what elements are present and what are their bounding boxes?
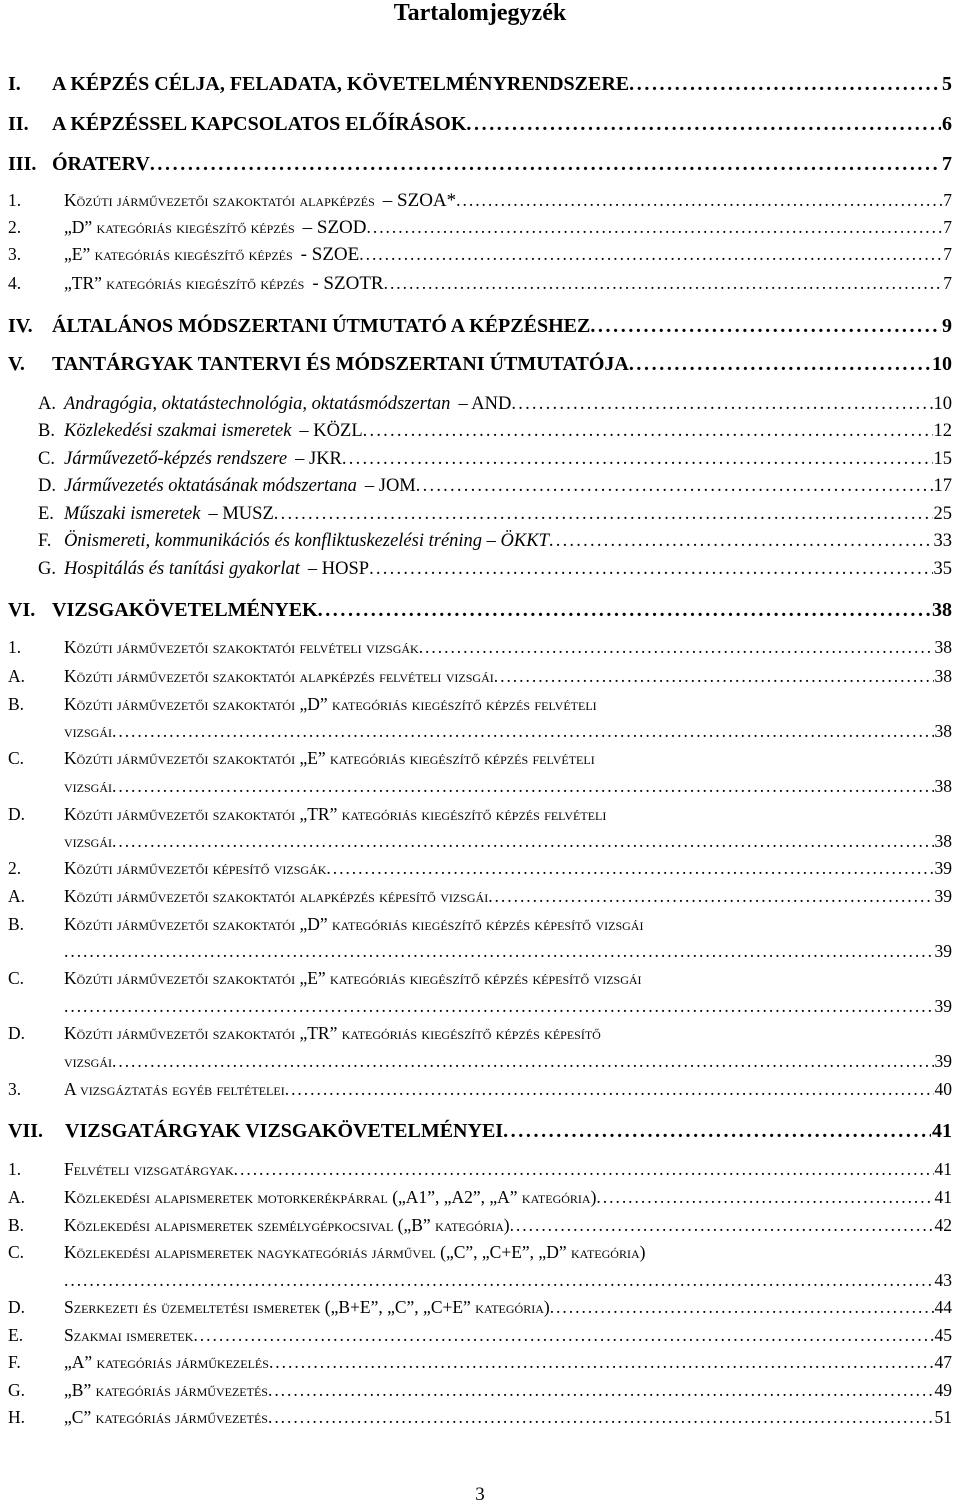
toc-entry[interactable] xyxy=(8,1157,952,1181)
toc-entry[interactable] xyxy=(8,692,952,716)
toc-entry-page: 51 xyxy=(934,1407,952,1427)
dot-leader xyxy=(629,350,931,378)
dot-leader xyxy=(150,150,941,178)
toc-entry-number: IV. xyxy=(8,315,33,337)
page-title: Tartalomjegyzék xyxy=(393,0,567,26)
toc-entry-page: 7 xyxy=(943,190,952,210)
dot-leader xyxy=(511,392,932,416)
toc-entry-continuation[interactable] xyxy=(64,994,952,1018)
toc-entry-number: B. xyxy=(38,421,55,441)
toc-entry-title: Felvételi vizsgatárgyak xyxy=(64,1159,234,1179)
toc-entry-page: 17 xyxy=(933,476,952,496)
toc-entry-page: 15 xyxy=(933,449,952,469)
dot-leader xyxy=(193,1323,933,1347)
toc-entry-title: Közúti járművezetői szakoktatói „E” kategóriás kiegészítő képzés képesítő vizsgái xyxy=(64,968,642,988)
dot-leader xyxy=(456,188,942,212)
toc-entry-page: 35 xyxy=(933,559,952,579)
toc-entry[interactable] xyxy=(38,474,952,498)
dot-leader xyxy=(64,939,934,963)
toc-entry[interactable] xyxy=(8,242,952,267)
toc-entry-page: 41 xyxy=(934,1159,952,1179)
toc-entry-title: Közúti járművezetői szakoktatói „TR” kategóriás kiegészítő képzés képesítő xyxy=(64,1023,601,1043)
toc-entry[interactable] xyxy=(38,502,952,526)
toc-entry-title: Szerkezeti és üzemeltetési ismeretek („B+E”, „C”, „C+E” kategória) xyxy=(64,1297,550,1317)
toc-entry-page: 40 xyxy=(934,1079,952,1099)
dot-leader xyxy=(112,1049,934,1073)
toc-entry-code: – JOM xyxy=(364,476,416,496)
toc-entry-title: „B” kategóriás járművezetés xyxy=(64,1380,268,1400)
toc-entry-title: A KÉPZÉS CÉLJA, FELADATA, KÖVETELMÉNYRENDSZERE xyxy=(52,73,630,95)
toc-entry-title: Közúti járművezetői szakoktatói „E” kategóriás kiegészítő képzés felvételi xyxy=(64,748,595,768)
toc-entry-number: 2. xyxy=(8,858,22,878)
toc-entry-code: – MUSZ xyxy=(208,504,274,524)
toc-entry-number: A. xyxy=(38,394,56,414)
toc-entry-title: Andragógia, oktatástechnológia, oktatásmódszertan xyxy=(64,394,451,414)
dot-leader xyxy=(268,1378,934,1402)
toc-entry[interactable] xyxy=(8,1117,952,1145)
page-number: 3 xyxy=(475,1484,485,1505)
toc-entry-number: A. xyxy=(8,886,26,906)
dot-leader xyxy=(494,664,934,688)
toc-entry[interactable] xyxy=(8,312,952,340)
toc-entry-title: Közúti járművezetői szakoktatói alapképzés felvételi vizsgái xyxy=(64,666,494,686)
toc-entry-title: ÓRATERV xyxy=(52,153,150,175)
toc-entry-code: - SZOTR xyxy=(312,273,384,294)
dot-leader xyxy=(503,1117,931,1145)
toc-entry[interactable] xyxy=(8,596,952,624)
toc-entry[interactable] xyxy=(38,419,952,443)
toc-entry-number: 3. xyxy=(8,244,22,264)
toc-entry-continuation[interactable] xyxy=(64,719,952,743)
toc-entry-page: 5 xyxy=(942,73,952,95)
toc-entry-number: I. xyxy=(8,73,21,95)
dot-leader xyxy=(363,419,933,443)
toc-entry-page: 6 xyxy=(942,113,952,135)
toc-entry-title: Műszaki ismeretek xyxy=(64,504,201,524)
toc-entry-number: V. xyxy=(8,353,25,375)
toc-entry[interactable] xyxy=(8,1323,952,1347)
toc-entry-code: – HOSP xyxy=(307,559,370,579)
toc-entry-page: 38 xyxy=(934,666,952,686)
toc-entry-title: A KÉPZÉSSEL KAPCSOLATOS ELŐÍRÁSOK xyxy=(52,113,467,135)
toc-entry-title: Közlekedési alapismeretek személygépkocsival („B” kategória) xyxy=(64,1215,510,1235)
toc-entry-page: 38 xyxy=(934,831,952,851)
toc-entry-number: G. xyxy=(38,559,56,579)
toc-entry[interactable] xyxy=(8,966,952,990)
toc-entry[interactable] xyxy=(8,188,952,213)
toc-entry[interactable] xyxy=(8,802,952,826)
toc-entry-title: Közúti járművezetői szakoktatói „TR” kategóriás kiegészítő képzés felvételi xyxy=(64,804,607,824)
toc-entry-number: VI. xyxy=(8,599,36,621)
toc-entry[interactable] xyxy=(8,856,952,880)
toc-entry-page: 7 xyxy=(943,244,952,264)
dot-leader xyxy=(274,502,933,526)
dot-leader xyxy=(269,1350,934,1374)
toc-entry-code: – JKR xyxy=(295,449,342,469)
toc-entry-page: 42 xyxy=(934,1215,952,1235)
toc-entry[interactable] xyxy=(8,1077,952,1101)
toc-entry-title: Közúti járművezetői szakoktatói alapképzés képesítő vizsgái xyxy=(64,886,489,906)
toc-entry-title: Közúti járművezetői szakoktatói felvételi vizsgák xyxy=(64,637,419,657)
toc-entry-title: vizsgái xyxy=(64,831,112,851)
dot-leader xyxy=(234,1157,934,1181)
toc-entry[interactable] xyxy=(8,1021,952,1045)
dot-leader xyxy=(64,1268,934,1292)
toc-entry-number: 1. xyxy=(8,190,22,210)
dot-leader xyxy=(112,719,934,743)
toc-entry-number: 4. xyxy=(8,273,22,293)
toc-entry-page: 10 xyxy=(933,394,952,414)
toc-entry-page: 9 xyxy=(942,315,952,337)
dot-leader xyxy=(112,829,934,853)
toc-entry-number: B. xyxy=(8,694,25,714)
toc-entry-title: Járművezetés oktatásának módszertana xyxy=(64,476,357,496)
dot-leader xyxy=(596,1185,933,1209)
toc-entry-code: – SZOD xyxy=(302,217,367,238)
toc-entry[interactable] xyxy=(8,1240,952,1264)
toc-entry-number: B. xyxy=(8,914,25,934)
toc-entry-title: Közlekedési alapismeretek nagykategóriás járművel („C”, „C+E”, „D” kategória) xyxy=(64,1242,646,1262)
toc-entry[interactable] xyxy=(8,1185,952,1209)
toc-entry[interactable] xyxy=(8,215,952,240)
dot-leader xyxy=(342,447,933,471)
toc-entry-number: C. xyxy=(38,449,55,469)
toc-entry-page: 41 xyxy=(932,1120,952,1142)
toc-entry-page: 38 xyxy=(934,637,952,657)
toc-entry-title: „C” kategóriás járművezetés xyxy=(64,1407,268,1427)
dot-leader xyxy=(268,1405,934,1429)
toc-entry[interactable] xyxy=(8,1213,952,1237)
toc-entry-title: „E” kategóriás kiegészítő képzés xyxy=(64,244,293,264)
toc-entry-number: E. xyxy=(8,1325,24,1345)
toc-entry-title: „D” kategóriás kiegészítő képzés xyxy=(64,217,295,237)
dot-leader xyxy=(64,994,934,1018)
dot-leader xyxy=(326,856,933,880)
toc-entry[interactable] xyxy=(8,912,952,936)
toc-entry[interactable] xyxy=(8,150,952,178)
toc-entry-number: H. xyxy=(8,1407,26,1427)
toc-entry-continuation[interactable] xyxy=(64,939,952,963)
toc-entry-page: 39 xyxy=(934,1051,952,1071)
toc-entry-title: VIZSGATÁRGYAK VIZSGAKÖVETELMÉNYEI xyxy=(65,1120,504,1142)
toc-entry[interactable] xyxy=(8,1405,952,1429)
dot-leader xyxy=(369,557,932,581)
toc-entry-page: 25 xyxy=(933,504,952,524)
toc-entry-title: TANTÁRGYAK TANTERVI ÉS MÓDSZERTANI ÚTMUTATÓJA xyxy=(52,353,629,375)
toc-entry-title: vizsgái xyxy=(64,776,112,796)
toc-entry-title: Hospitálás és tanítási gyakorlat xyxy=(64,559,300,579)
dot-leader xyxy=(359,242,942,266)
dot-leader xyxy=(488,884,933,908)
toc-entry-title: VIZSGAKÖVETELMÉNYEK xyxy=(52,599,318,621)
toc-entry-title: ÁLTALÁNOS MÓDSZERTANI ÚTMUTATÓ A KÉPZÉSHEZ xyxy=(52,315,591,337)
toc-entry-page: 7 xyxy=(943,273,952,293)
toc-entry-title: Közlekedési alapismeretek motorkerékpárral („A1”, „A2”, „A” kategória) xyxy=(64,1187,597,1207)
dot-leader xyxy=(510,1213,934,1237)
toc-entry-title: A vizsgáztatás egyéb feltételei xyxy=(64,1079,285,1099)
toc-entry-page: 39 xyxy=(934,858,952,878)
toc-entry-title: vizsgái xyxy=(64,721,112,741)
toc-entry-page: 38 xyxy=(934,721,952,741)
toc-entry-continuation[interactable] xyxy=(64,1268,952,1292)
toc-entry-page: 12 xyxy=(933,421,952,441)
toc-entry-number: E. xyxy=(38,504,54,524)
toc-entry-page: 45 xyxy=(934,1325,952,1345)
toc-entry-title: Közúti járművezetői szakoktatói „D” kategóriás kiegészítő képzés képesítő vizsgái xyxy=(64,914,644,934)
toc-entry[interactable] xyxy=(8,635,952,659)
toc-entry-page: 38 xyxy=(934,776,952,796)
toc-entry[interactable] xyxy=(8,884,952,908)
toc-entry-number: C. xyxy=(8,748,25,768)
toc-entry-title: Önismereti, kommunikációs és konfliktuskezelési tréning – ÖKKT xyxy=(64,531,549,551)
toc-entry-page: 47 xyxy=(934,1352,952,1372)
toc-entry-title: Közúti járművezetői szakoktatói „D” kategóriás kiegészítő képzés felvételi xyxy=(64,694,597,714)
toc-entry[interactable] xyxy=(8,110,952,138)
toc-entry-continuation[interactable] xyxy=(64,829,952,853)
dot-leader xyxy=(318,596,931,624)
toc-entry-number: B. xyxy=(8,1215,25,1235)
toc-entry-continuation[interactable] xyxy=(64,1049,952,1073)
toc-entry[interactable] xyxy=(8,1295,952,1319)
toc-entry[interactable] xyxy=(8,746,952,770)
toc-entry-title: Járművezető-képzés rendszere xyxy=(64,449,288,469)
toc-entry-code: – AND xyxy=(458,394,512,414)
toc-entry-title: „A” kategóriás járműkezelés xyxy=(64,1352,269,1372)
toc-entry-title: „TR” kategóriás kiegészítő képzés xyxy=(64,273,305,293)
toc-entry-page: 43 xyxy=(934,1270,952,1290)
toc-entry-number: C. xyxy=(8,968,25,988)
toc-entry-number: 2. xyxy=(8,217,22,237)
toc-entry[interactable] xyxy=(8,1350,952,1374)
dot-leader xyxy=(466,110,941,138)
toc-entry-number: A. xyxy=(8,1187,26,1207)
dot-leader xyxy=(285,1077,934,1101)
toc-entry[interactable] xyxy=(8,350,952,378)
toc-entry-title: Közúti járművezetői képesítő vizsgák xyxy=(64,858,327,878)
toc-entry[interactable] xyxy=(8,271,952,296)
toc-entry-number: 1. xyxy=(8,637,22,657)
toc-entry-page: 7 xyxy=(942,153,952,175)
toc-entry-number: F. xyxy=(38,531,52,551)
toc-entry-number: C. xyxy=(8,1242,25,1262)
toc-entry-page: 41 xyxy=(934,1187,952,1207)
toc-entry-number: VII. xyxy=(8,1120,44,1142)
toc-entry-code: – SZOA* xyxy=(382,190,457,211)
toc-entry-number: D. xyxy=(38,476,56,496)
toc-entry-title: Szakmai ismeretek xyxy=(64,1325,194,1345)
toc-entry-page: 33 xyxy=(933,531,952,551)
toc-entry-number: 3. xyxy=(8,1079,22,1099)
toc-entry-page: 39 xyxy=(934,941,952,961)
toc-entry[interactable] xyxy=(38,447,952,471)
toc-entry-number: 1. xyxy=(8,1159,22,1179)
toc-entry-page: 49 xyxy=(934,1380,952,1400)
toc-entry-page: 44 xyxy=(934,1297,952,1317)
toc-entry[interactable] xyxy=(38,557,952,581)
toc-entry-page: 7 xyxy=(943,217,952,237)
toc-entry[interactable] xyxy=(38,392,952,416)
toc-entry-title: Közlekedési szakmai ismeretek xyxy=(64,421,292,441)
toc-entry[interactable] xyxy=(38,529,952,553)
dot-leader xyxy=(384,271,943,295)
dot-leader xyxy=(549,529,933,553)
toc-entry-continuation[interactable] xyxy=(64,774,952,798)
toc-entry-title: vizsgái xyxy=(64,1051,112,1071)
dot-leader xyxy=(416,474,933,498)
dot-leader xyxy=(629,70,941,98)
dot-leader xyxy=(112,774,934,798)
dot-leader xyxy=(367,215,943,239)
toc-entry-number: D. xyxy=(8,804,26,824)
toc-entry[interactable] xyxy=(8,70,952,98)
dot-leader xyxy=(550,1295,934,1319)
toc-entry-title: Közúti járművezetői szakoktatói alapképzés xyxy=(64,190,375,210)
toc-entry-page: 38 xyxy=(932,599,952,621)
dot-leader xyxy=(419,635,934,659)
toc-entry-number: II. xyxy=(8,113,29,135)
toc-entry-number: III. xyxy=(8,153,37,175)
toc-entry-number: D. xyxy=(8,1023,26,1043)
toc-entry-code: - SZOE xyxy=(300,244,360,265)
toc-entry-number: F. xyxy=(8,1352,21,1372)
toc-entry-number: G. xyxy=(8,1380,26,1400)
toc-entry-page: 39 xyxy=(934,996,952,1016)
toc-entry-page: 10 xyxy=(932,353,952,375)
toc-entry[interactable] xyxy=(8,664,952,688)
toc-entry-number: D. xyxy=(8,1297,26,1317)
dot-leader xyxy=(590,312,941,340)
toc-entry-page: 39 xyxy=(934,886,952,906)
toc-entry-code: – KÖZL xyxy=(299,421,363,441)
toc-entry[interactable] xyxy=(8,1378,952,1402)
toc-entry-number: A. xyxy=(8,666,26,686)
